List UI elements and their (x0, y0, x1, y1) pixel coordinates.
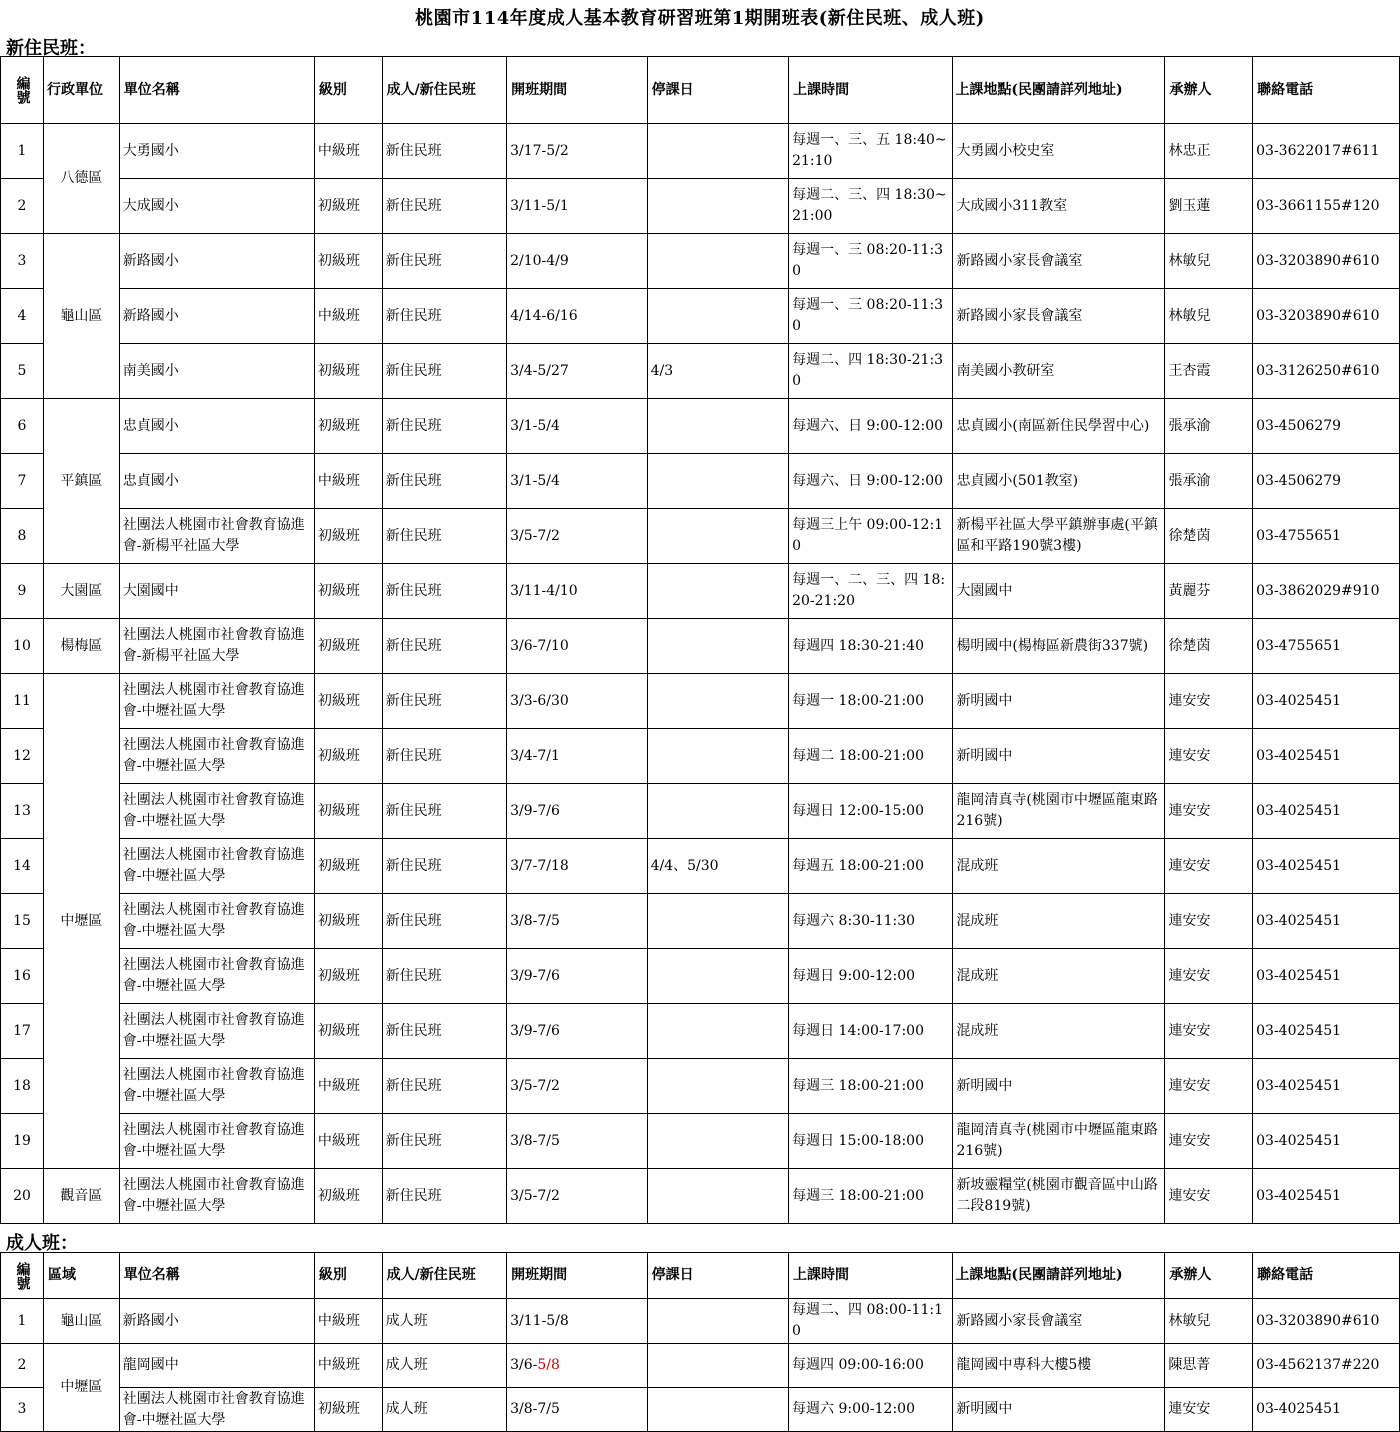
header-class-type: 成人/新住民班 (382, 1253, 507, 1299)
period-cell: 3/4-5/27 (507, 344, 648, 399)
unit-name-cell: 社團法人桃園市社會教育協進會-中壢社區大學 (119, 1114, 314, 1169)
adult-class-table (0, 1252, 1400, 1432)
unit-name-cell: 社團法人桃園市社會教育協進會-新楊平社區大學 (119, 509, 314, 564)
table-row (1, 234, 1400, 289)
off-days-cell (647, 124, 789, 179)
location-cell: 大成國小311教室 (953, 179, 1165, 234)
class-time-cell: 每週六、日 9:00-12:00 (789, 399, 953, 454)
period-cell: 3/7-7/18 (507, 839, 648, 894)
contact-person-cell: 連安安 (1165, 784, 1253, 839)
location-cell: 新明國中 (953, 729, 1165, 784)
unit-name-cell: 社團法人桃園市社會教育協進會-中壢社區大學 (119, 1388, 314, 1432)
table-row (1, 564, 1400, 619)
class-type-cell: 新住民班 (382, 1059, 507, 1114)
class-time-cell: 每週三 18:00-21:00 (789, 1169, 953, 1224)
phone-cell: 03-3126250#610 (1253, 344, 1400, 399)
row-number: 2 (1, 1344, 44, 1388)
class-time-cell: 每週二、四 18:30-21:30 (789, 344, 953, 399)
table-row (1, 949, 1400, 1004)
class-type-cell: 新住民班 (382, 124, 507, 179)
unit-name-cell: 大成國小 (119, 179, 314, 234)
contact-person-cell: 連安安 (1165, 949, 1253, 1004)
row-number: 14 (1, 839, 44, 894)
header-period: 開班期間 (507, 1253, 648, 1299)
phone-cell: 03-4025451 (1253, 839, 1400, 894)
class-time-cell: 每週一、三、五 18:40~21:10 (789, 124, 953, 179)
off-days-cell (647, 619, 789, 674)
off-days-cell (647, 1169, 789, 1224)
district-cell: 楊梅區 (44, 619, 120, 674)
table-row (1, 1059, 1400, 1114)
table-row (1, 784, 1400, 839)
location-cell: 新路國小家長會議室 (953, 1299, 1165, 1344)
period-cell: 2/10-4/9 (507, 234, 648, 289)
level-cell: 初級班 (314, 1388, 382, 1432)
location-cell: 混成班 (953, 1004, 1165, 1059)
contact-person-cell: 黃麗芬 (1165, 564, 1253, 619)
table-row (1, 894, 1400, 949)
location-cell: 混成班 (953, 949, 1165, 1004)
location-cell: 南美國小教研室 (953, 344, 1165, 399)
phone-cell: 03-4506279 (1253, 399, 1400, 454)
class-type-cell: 新住民班 (382, 674, 507, 729)
table-row (1, 674, 1400, 729)
off-days-cell (647, 454, 789, 509)
class-type-cell: 新住民班 (382, 234, 507, 289)
unit-name-cell: 社團法人桃園市社會教育協進會-新楊平社區大學 (119, 619, 314, 674)
phone-cell: 03-4025451 (1253, 1388, 1400, 1432)
unit-name-cell: 龍岡國中 (119, 1344, 314, 1388)
row-number: 10 (1, 619, 44, 674)
off-days-cell (647, 289, 789, 344)
table-header-row (1, 1253, 1400, 1299)
section-label-new-residents: 新住民班： (6, 38, 96, 59)
header-level: 級別 (314, 1253, 382, 1299)
level-cell: 中級班 (314, 1299, 382, 1344)
contact-person-cell: 連安安 (1165, 1169, 1253, 1224)
unit-name-cell: 社團法人桃園市社會教育協進會-中壢社區大學 (119, 729, 314, 784)
unit-name-cell: 社團法人桃園市社會教育協進會-中壢社區大學 (119, 1004, 314, 1059)
row-number: 6 (1, 399, 44, 454)
table-row (1, 1004, 1400, 1059)
header-class-time: 上課時間 (789, 1253, 953, 1299)
class-time-cell: 每週三上午 09:00-12:10 (789, 509, 953, 564)
period-cell: 3/6-7/10 (507, 619, 648, 674)
row-number: 15 (1, 894, 44, 949)
level-cell: 中級班 (314, 1059, 382, 1114)
location-cell: 龍岡國中專科大樓5樓 (953, 1344, 1165, 1388)
period-cell (507, 1344, 648, 1388)
level-cell: 初級班 (314, 949, 382, 1004)
class-time-cell: 每週四 09:00-16:00 (789, 1344, 953, 1388)
level-cell: 初級班 (314, 1169, 382, 1224)
unit-name-cell: 大勇國小 (119, 124, 314, 179)
class-time-cell: 每週日 15:00-18:00 (789, 1114, 953, 1169)
class-type-cell: 新住民班 (382, 839, 507, 894)
contact-person-cell: 連安安 (1165, 1388, 1253, 1432)
phone-cell: 03-3661155#120 (1253, 179, 1400, 234)
header-contact: 承辦人 (1165, 57, 1253, 124)
table-row (1, 344, 1400, 399)
header-contact: 承辦人 (1165, 1253, 1253, 1299)
period-end-highlight: 5/8 (537, 1357, 560, 1373)
table-row (1, 289, 1400, 344)
district-cell: 平鎮區 (44, 399, 120, 564)
class-type-cell: 新住民班 (382, 894, 507, 949)
period-cell: 3/17-5/2 (507, 124, 648, 179)
phone-cell: 03-4025451 (1253, 1004, 1400, 1059)
location-cell: 新路國小家長會議室 (953, 289, 1165, 344)
period-cell: 3/5-7/2 (507, 1059, 648, 1114)
phone-cell: 03-4755651 (1253, 619, 1400, 674)
table-row (1, 729, 1400, 784)
table-row (1, 1169, 1400, 1224)
district-cell: 八德區 (44, 124, 120, 234)
header-off-days: 停課日 (647, 1253, 788, 1299)
unit-name-cell: 社團法人桃園市社會教育協進會-中壢社區大學 (119, 1059, 314, 1114)
contact-person-cell: 林敏兒 (1165, 234, 1253, 289)
table-row (1, 454, 1400, 509)
off-days-cell (647, 1344, 788, 1388)
level-cell: 初級班 (314, 784, 382, 839)
phone-cell: 03-4025451 (1253, 1169, 1400, 1224)
location-cell: 新明國中 (953, 1059, 1165, 1114)
header-period: 開班期間 (507, 57, 648, 124)
table-row (1, 1344, 1400, 1388)
class-type-cell: 新住民班 (382, 289, 507, 344)
level-cell: 中級班 (314, 124, 382, 179)
contact-person-cell: 張承渝 (1165, 399, 1253, 454)
contact-person-cell: 林敏兒 (1165, 1299, 1253, 1344)
class-time-cell: 每週二、三、四 18:30~21:00 (789, 179, 953, 234)
table-row (1, 1114, 1400, 1169)
period-cell: 3/8-7/5 (507, 1388, 648, 1432)
off-days-cell (647, 894, 789, 949)
class-type-cell: 新住民班 (382, 454, 507, 509)
off-days-cell (647, 564, 789, 619)
header-class-type: 成人/新住民班 (382, 57, 507, 124)
section-label-adult: 成人班： (6, 1233, 78, 1254)
header-class-time: 上課時間 (789, 57, 953, 124)
class-time-cell: 每週日 12:00-15:00 (789, 784, 953, 839)
level-cell: 中級班 (314, 454, 382, 509)
off-days-cell (647, 234, 789, 289)
class-type-cell: 新住民班 (382, 729, 507, 784)
contact-person-cell: 連安安 (1165, 674, 1253, 729)
contact-person-cell: 林敏兒 (1165, 289, 1253, 344)
period-cell: 3/11-5/1 (507, 179, 648, 234)
row-number: 3 (1, 1388, 44, 1432)
off-days-cell (647, 784, 789, 839)
unit-name-cell: 社團法人桃園市社會教育協進會-中壢社區大學 (119, 1169, 314, 1224)
table-row (1, 124, 1400, 179)
off-days-cell (647, 179, 789, 234)
level-cell: 中級班 (314, 1114, 382, 1169)
location-cell: 忠貞國小(南區新住民學習中心) (953, 399, 1165, 454)
row-number: 20 (1, 1169, 44, 1224)
location-cell: 楊明國中(楊梅區新農街337號) (953, 619, 1165, 674)
header-level: 級別 (314, 57, 382, 124)
header-district: 行政單位 (44, 57, 120, 124)
off-days-cell (647, 729, 789, 784)
row-number: 13 (1, 784, 44, 839)
location-cell: 新明國中 (953, 674, 1165, 729)
level-cell: 初級班 (314, 839, 382, 894)
contact-person-cell: 徐楚茵 (1165, 509, 1253, 564)
period-cell: 3/5-7/2 (507, 509, 648, 564)
period-cell: 3/9-7/6 (507, 1004, 648, 1059)
level-cell: 初級班 (314, 179, 382, 234)
class-type-cell: 成人班 (382, 1344, 507, 1388)
district-cell: 中壢區 (44, 674, 120, 1169)
off-days-cell (647, 1059, 789, 1114)
class-type-cell: 新住民班 (382, 1004, 507, 1059)
phone-cell: 03-4025451 (1253, 1114, 1400, 1169)
table-header-row (1, 57, 1400, 124)
row-number: 1 (1, 1299, 44, 1344)
class-type-cell: 新住民班 (382, 399, 507, 454)
class-time-cell: 每週一、二、三、四 18:20-21:20 (789, 564, 953, 619)
period-cell: 3/4-7/1 (507, 729, 648, 784)
header-off-days: 停課日 (647, 57, 789, 124)
header-number: 編號 (1, 1253, 44, 1299)
period-cell: 3/11-5/8 (507, 1299, 648, 1344)
period-cell: 3/11-4/10 (507, 564, 648, 619)
level-cell: 初級班 (314, 564, 382, 619)
contact-person-cell: 陳思菁 (1165, 1344, 1253, 1388)
table-row (1, 839, 1400, 894)
table-row (1, 1388, 1400, 1432)
phone-cell: 03-3622017#611 (1253, 124, 1400, 179)
contact-person-cell: 張承渝 (1165, 454, 1253, 509)
row-number: 2 (1, 179, 44, 234)
location-cell: 龍岡清真寺(桃園市中壢區龍東路216號) (953, 784, 1165, 839)
off-days-cell: 4/4、5/30 (647, 839, 789, 894)
class-type-cell: 成人班 (382, 1299, 507, 1344)
class-time-cell: 每週日 9:00-12:00 (789, 949, 953, 1004)
class-type-cell: 新住民班 (382, 179, 507, 234)
level-cell: 初級班 (314, 234, 382, 289)
class-time-cell: 每週三 18:00-21:00 (789, 1059, 953, 1114)
level-cell: 初級班 (314, 509, 382, 564)
off-days-cell (647, 1388, 788, 1432)
class-type-cell: 新住民班 (382, 949, 507, 1004)
level-cell: 初級班 (314, 344, 382, 399)
table-row (1, 619, 1400, 674)
period-cell: 3/1-5/4 (507, 454, 648, 509)
phone-cell: 03-4025451 (1253, 1059, 1400, 1114)
phone-cell: 03-4755651 (1253, 509, 1400, 564)
class-type-cell: 新住民班 (382, 509, 507, 564)
new-residents-class-table (0, 56, 1400, 1224)
table-row (1, 1299, 1400, 1344)
class-time-cell: 每週一、三 08:20-11:30 (789, 234, 953, 289)
unit-name-cell: 新路國小 (119, 1299, 314, 1344)
level-cell: 初級班 (314, 729, 382, 784)
location-cell: 混成班 (953, 894, 1165, 949)
row-number: 4 (1, 289, 44, 344)
phone-cell: 03-3203890#610 (1253, 289, 1400, 344)
header-phone: 聯絡電話 (1253, 1253, 1400, 1299)
phone-cell: 03-4562137#220 (1253, 1344, 1400, 1388)
level-cell: 中級班 (314, 289, 382, 344)
level-cell: 初級班 (314, 399, 382, 454)
phone-cell: 03-3203890#610 (1253, 1299, 1400, 1344)
class-type-cell: 新住民班 (382, 1114, 507, 1169)
class-type-cell: 新住民班 (382, 564, 507, 619)
off-days-cell (647, 399, 789, 454)
row-number: 8 (1, 509, 44, 564)
row-number: 17 (1, 1004, 44, 1059)
header-unit-name: 單位名稱 (119, 57, 314, 124)
class-time-cell: 每週二 18:00-21:00 (789, 729, 953, 784)
off-days-cell: 4/3 (647, 344, 789, 399)
class-type-cell: 新住民班 (382, 344, 507, 399)
contact-person-cell: 連安安 (1165, 729, 1253, 784)
class-time-cell: 每週日 14:00-17:00 (789, 1004, 953, 1059)
contact-person-cell: 王杏霞 (1165, 344, 1253, 399)
header-location: 上課地點(民團請詳列地址) (953, 1253, 1165, 1299)
phone-cell: 03-4025451 (1253, 674, 1400, 729)
district-cell: 龜山區 (44, 1299, 120, 1344)
period-cell: 3/3-6/30 (507, 674, 648, 729)
unit-name-cell: 忠貞國小 (119, 399, 314, 454)
location-cell: 龍岡清真寺(桃園市中壢區龍東路216號) (953, 1114, 1165, 1169)
contact-person-cell: 徐楚茵 (1165, 619, 1253, 674)
location-cell: 新路國小家長會議室 (953, 234, 1165, 289)
period-cell: 3/9-7/6 (507, 784, 648, 839)
class-time-cell: 每週二、四 08:00-11:10 (789, 1299, 953, 1344)
level-cell: 初級班 (314, 619, 382, 674)
header-unit-name: 單位名稱 (119, 1253, 314, 1299)
class-type-cell: 新住民班 (382, 784, 507, 839)
unit-name-cell: 社團法人桃園市社會教育協進會-中壢社區大學 (119, 894, 314, 949)
row-number: 7 (1, 454, 44, 509)
period-cell: 3/8-7/5 (507, 894, 648, 949)
class-time-cell: 每週六 8:30-11:30 (789, 894, 953, 949)
class-type-cell: 新住民班 (382, 1169, 507, 1224)
location-cell: 大園國中 (953, 564, 1165, 619)
row-number: 11 (1, 674, 44, 729)
unit-name-cell: 新路國小 (119, 289, 314, 344)
table-row (1, 179, 1400, 234)
class-time-cell: 每週六 9:00-12:00 (789, 1388, 953, 1432)
header-location: 上課地點(民團請詳列地址) (953, 57, 1165, 124)
header-number: 編號 (1, 57, 44, 124)
level-cell: 中級班 (314, 1344, 382, 1388)
page-title: 桃園市114年度成人基本教育研習班第1期開班表(新住民班、成人班) (415, 8, 985, 29)
table-row (1, 509, 1400, 564)
location-cell: 新坡靈糧堂(桃園市觀音區中山路二段819號) (953, 1169, 1165, 1224)
class-time-cell: 每週四 18:30-21:40 (789, 619, 953, 674)
row-number: 16 (1, 949, 44, 1004)
off-days-cell (647, 1004, 789, 1059)
header-phone: 聯絡電話 (1253, 57, 1400, 124)
row-number: 19 (1, 1114, 44, 1169)
period-cell: 3/5-7/2 (507, 1169, 648, 1224)
class-time-cell: 每週六、日 9:00-12:00 (789, 454, 953, 509)
row-number: 18 (1, 1059, 44, 1114)
contact-person-cell: 林忠正 (1165, 124, 1253, 179)
row-number: 1 (1, 124, 44, 179)
phone-cell: 03-4025451 (1253, 894, 1400, 949)
district-cell: 龜山區 (44, 234, 120, 399)
phone-cell: 03-4025451 (1253, 729, 1400, 784)
off-days-cell (647, 949, 789, 1004)
location-cell: 忠貞國小(501教室) (953, 454, 1165, 509)
row-number: 12 (1, 729, 44, 784)
unit-name-cell: 新路國小 (119, 234, 314, 289)
phone-cell: 03-3862029#910 (1253, 564, 1400, 619)
district-cell: 中壢區 (44, 1344, 120, 1432)
unit-name-cell: 南美國小 (119, 344, 314, 399)
off-days-cell (647, 1299, 788, 1344)
class-time-cell: 每週一、三 08:20-11:30 (789, 289, 953, 344)
row-number: 5 (1, 344, 44, 399)
row-number: 9 (1, 564, 44, 619)
level-cell: 初級班 (314, 674, 382, 729)
phone-cell: 03-4025451 (1253, 784, 1400, 839)
phone-cell: 03-4506279 (1253, 454, 1400, 509)
off-days-cell (647, 509, 789, 564)
contact-person-cell: 連安安 (1165, 1004, 1253, 1059)
class-type-cell: 成人班 (382, 1388, 507, 1432)
off-days-cell (647, 1114, 789, 1169)
level-cell: 初級班 (314, 1004, 382, 1059)
contact-person-cell: 連安安 (1165, 894, 1253, 949)
unit-name-cell: 社團法人桃園市社會教育協進會-中壢社區大學 (119, 839, 314, 894)
contact-person-cell: 連安安 (1165, 839, 1253, 894)
header-district: 區域 (44, 1253, 120, 1299)
phone-cell: 03-4025451 (1253, 949, 1400, 1004)
period-cell: 4/14-6/16 (507, 289, 648, 344)
off-days-cell (647, 674, 789, 729)
district-cell: 大園區 (44, 564, 120, 619)
level-cell: 初級班 (314, 894, 382, 949)
location-cell: 大勇國小校史室 (953, 124, 1165, 179)
period-cell: 3/1-5/4 (507, 399, 648, 454)
contact-person-cell: 劉玉蓮 (1165, 179, 1253, 234)
phone-cell: 03-3203890#610 (1253, 234, 1400, 289)
unit-name-cell: 社團法人桃園市社會教育協進會-中壢社區大學 (119, 784, 314, 839)
class-time-cell: 每週一 18:00-21:00 (789, 674, 953, 729)
location-cell: 混成班 (953, 839, 1165, 894)
district-cell: 觀音區 (44, 1169, 120, 1224)
period-cell: 3/9-7/6 (507, 949, 648, 1004)
contact-person-cell: 連安安 (1165, 1114, 1253, 1169)
table-row (1, 399, 1400, 454)
unit-name-cell: 大園國中 (119, 564, 314, 619)
location-cell: 新明國中 (953, 1388, 1165, 1432)
period-start: 3/6- (510, 1357, 538, 1373)
unit-name-cell: 社團法人桃園市社會教育協進會-中壢社區大學 (119, 674, 314, 729)
class-time-cell: 每週五 18:00-21:00 (789, 839, 953, 894)
period-cell: 3/8-7/5 (507, 1114, 648, 1169)
unit-name-cell: 忠貞國小 (119, 454, 314, 509)
row-number: 3 (1, 234, 44, 289)
contact-person-cell: 連安安 (1165, 1059, 1253, 1114)
class-type-cell: 新住民班 (382, 619, 507, 674)
unit-name-cell: 社團法人桃園市社會教育協進會-中壢社區大學 (119, 949, 314, 1004)
location-cell: 新楊平社區大學平鎮辦事處(平鎮區和平路190號3樓) (953, 509, 1165, 564)
